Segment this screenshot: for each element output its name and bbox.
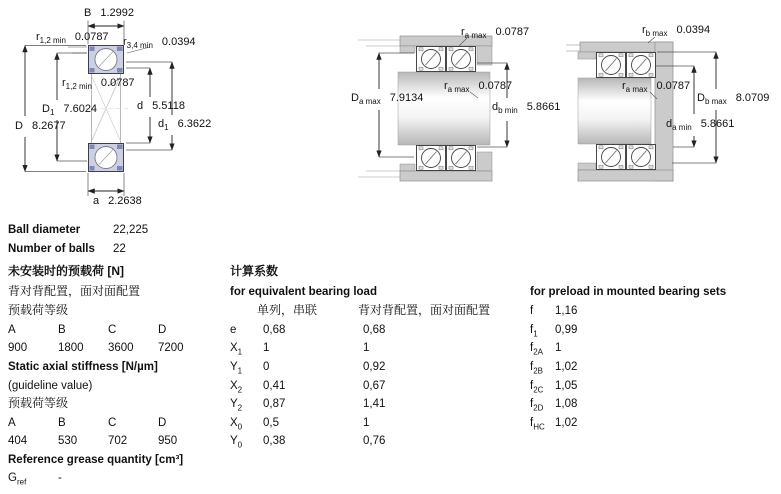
- dim-d: d 5.5118: [137, 100, 185, 112]
- factor-v1-x2: 0,41: [263, 380, 286, 392]
- dim-ra-max-right: $r_{a max}$ 0.0787: [622, 80, 691, 95]
- pf-sym-f2c: $f_{2C}$: [530, 380, 544, 395]
- factor-v2-y2: 1,41: [363, 398, 386, 410]
- grease-header: Reference grease quantity [cm³]: [8, 454, 184, 466]
- preload-class-label: 预载荷等级: [8, 303, 69, 317]
- middle-diagram: [358, 36, 507, 181]
- pf-sym-f1: $f_1$: [530, 324, 538, 339]
- right-diagram: [566, 37, 716, 181]
- factor-v1-y1: 0: [263, 361, 270, 373]
- preload-value-a: 900: [8, 342, 28, 354]
- stiffness-value-b: 530: [58, 435, 78, 447]
- col-single-tandem-header: 单列，串联: [257, 303, 318, 317]
- stiffness-class-label: 预载荷等级: [8, 396, 69, 410]
- class-header-d2: D: [158, 417, 167, 429]
- dim-ra-max-top: $r_{a max}$ 0.0787: [461, 26, 530, 41]
- factor-sym-y0: $Y_0$: [230, 435, 243, 450]
- factor-sym-y1: $Y_1$: [230, 361, 243, 376]
- preload-unmounted-header: 未安装时的预载荷 [N]: [8, 264, 124, 278]
- stiffness-header: Static axial stiffness [N/µm]: [8, 361, 158, 373]
- factor-v2-x2: 0,67: [363, 380, 386, 392]
- pf-sym-f2d: $f_{2D}$: [530, 398, 544, 413]
- factor-sym-e: e: [230, 324, 237, 336]
- factor-sym-x2: $X_2$: [230, 380, 243, 395]
- pf-val-f1: 0,99: [555, 324, 578, 336]
- dim-D: D 8.2677: [15, 120, 66, 132]
- dim-Db-max: $D_{b max}$ 8.0709: [697, 92, 770, 107]
- dim-da-min: $d_{a min}$ 5.8661: [666, 118, 735, 133]
- factor-v2-e: 0,68: [363, 324, 386, 336]
- factor-v1-x0: 0,5: [263, 417, 279, 429]
- factor-v2-x1: 1: [363, 342, 370, 354]
- factor-v2-y0: 0,76: [363, 435, 386, 447]
- class-header-a: A: [8, 324, 16, 336]
- equiv-load-header: for equivalent bearing load: [230, 286, 377, 298]
- factor-v2-y1: 0,92: [363, 361, 386, 373]
- factor-v1-e: 0,68: [263, 324, 286, 336]
- class-header-c2: C: [108, 417, 117, 429]
- dim-rb-max: $r_{b max}$ 0.0394: [642, 24, 711, 39]
- factor-v1-y2: 0,87: [263, 398, 286, 410]
- preload-value-d: 7200: [158, 342, 184, 354]
- factor-sym-x1: $X_1$: [230, 342, 243, 357]
- number-of-balls-value: 22: [113, 243, 126, 255]
- pf-val-f: 1,16: [555, 305, 578, 317]
- gref-symbol: $G_{ref}$: [8, 472, 27, 487]
- factor-v1-x1: 1: [263, 342, 270, 354]
- pf-val-f2d: 1,08: [555, 398, 578, 410]
- dim-d1: $d_1$ 6.3622: [158, 118, 212, 133]
- stiffness-value-c: 702: [108, 435, 128, 447]
- class-header-c: C: [108, 324, 117, 336]
- number-of-balls-label: Number of balls: [8, 243, 95, 255]
- factor-v1-y0: 0,38: [263, 435, 286, 447]
- arrangement-note: 背对背配置，面对面配置: [8, 284, 141, 298]
- class-header-d: D: [158, 324, 167, 336]
- preload-value-b: 1800: [58, 342, 84, 354]
- pf-sym-f2a: $f_{2A}$: [530, 342, 543, 357]
- ball-diameter-label: Ball diameter: [8, 224, 81, 236]
- stiffness-value-d: 950: [158, 435, 178, 447]
- stiffness-note: (guideline value): [8, 380, 93, 392]
- gref-value: -: [58, 472, 62, 484]
- dim-db-min: $d_{b min}$ 5.8661: [492, 101, 561, 116]
- dim-D1: $D_1$ 7.6024: [42, 103, 98, 118]
- factor-sym-y2: $Y_2$: [230, 398, 243, 413]
- factor-sym-x0: $X_0$: [230, 417, 243, 432]
- pf-val-fhc: 1,02: [555, 417, 578, 429]
- pf-sym-fhc: $f_{HC}$: [530, 417, 545, 432]
- pf-val-f2c: 1,05: [555, 380, 578, 392]
- pf-val-f2b: 1,02: [555, 361, 578, 373]
- ball-diameter-value: 22,225: [113, 224, 149, 236]
- dim-a: a 2.2638: [93, 195, 142, 207]
- col-back-to-back-header: 背对背配置，面对面配置: [358, 303, 491, 317]
- dim-r12-min-mid: $r_{1,2 min}$ 0.0787: [62, 77, 135, 92]
- dim-r34-min: $r_{3,4 min}$ 0.0394: [123, 36, 196, 51]
- dim-Da-max: $D_{a max}$ 7.9134: [351, 92, 424, 107]
- preload-sets-header: for preload in mounted bearing sets: [530, 286, 727, 298]
- factor-v2-x0: 1: [363, 417, 370, 429]
- class-header-b2: B: [58, 417, 66, 429]
- dim-B: B 1.2992: [84, 7, 134, 19]
- preload-value-c: 3600: [108, 342, 134, 354]
- dim-ra-max-mid: $r_{a max}$ 0.0787: [444, 80, 513, 95]
- pf-sym-f: f: [530, 305, 534, 317]
- class-header-a2: A: [8, 417, 16, 429]
- pf-val-f2a: 1: [555, 342, 562, 354]
- pf-sym-f2b: $f_{2B}$: [530, 361, 543, 376]
- calc-factors-header: 计算系数: [230, 264, 279, 278]
- stiffness-value-a: 404: [8, 435, 28, 447]
- dim-r12-min-top: $r_{1,2 min}$ 0.0787: [36, 31, 109, 46]
- class-header-b: B: [58, 324, 66, 336]
